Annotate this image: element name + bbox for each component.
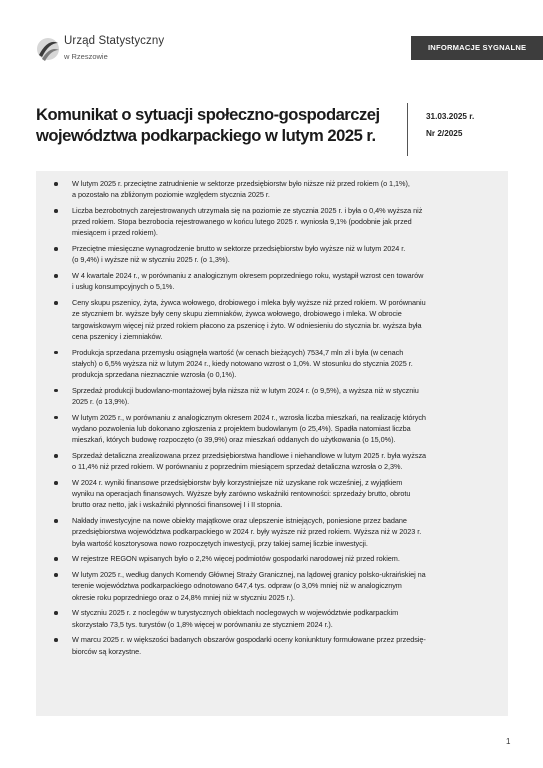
list-item-line: Ceny skupu pszenicy, żyta, żywca wołowego, drobiowego i mleka były wyższe niż przed rokiem. W porównaniu: [72, 298, 426, 308]
logo-name: Urząd Statystyczny: [64, 35, 165, 47]
highlights-list: [36, 171, 508, 657]
page-title: [36, 104, 396, 146]
list-item-line: miesiącem i przed rokiem).: [72, 228, 158, 238]
list-item: [72, 243, 494, 265]
list-item-line: produkcja sprzedana nieznacznie wzrosła (o 0,1%).: [72, 370, 237, 380]
page-number: 1: [506, 737, 511, 746]
bullet-icon: [54, 638, 58, 642]
bullet-icon: [54, 557, 58, 561]
list-item-line: W 2024 r. wyniki finansowe przedsiębiorstw były korzystniejsze niż uzyskane rok wcześniej, z wyjątkiem: [72, 478, 403, 488]
list-item-line: wyniku na operacjach finansowych. Wyższe były zarówno wskaźniki rentowności: sprzedaży brutto, obrotu: [72, 489, 411, 499]
publication-number: Nr 2/2025: [426, 129, 463, 138]
list-item-line: W rejestrze REGON wpisanych było o 2,2% więcej podmiotów gospodarki narodowej niż przed rokiem.: [72, 554, 400, 564]
list-item-line: 2025 r. (o 13,9%).: [72, 397, 130, 407]
bullet-icon: [54, 351, 58, 355]
list-item-line: mieszkań, których budowę rozpoczęto (o 39,9%) oraz mieszkań oddanych do użytkowania (o 15,0%).: [72, 435, 396, 445]
list-item-line: W 4 kwartale 2024 r., w porównaniu z analogicznym okresem poprzedniego roku, wystąpił wzrost cen towarów: [72, 271, 424, 281]
list-item: [72, 477, 494, 511]
highlights-panel: [36, 171, 508, 716]
list-item: [72, 178, 494, 200]
section-banner: INFORMACJE SYGNALNE: [411, 36, 543, 60]
bullet-icon: [54, 182, 58, 186]
list-item-line: okresie roku poprzedniego oraz o 24,8% mniej niż w styczniu 2025 r.).: [72, 592, 295, 602]
list-item: [72, 385, 494, 407]
list-item-line: a pozostało na zbliżonym poziomie względem stycznia 2025 r.: [72, 190, 270, 200]
list-item-line: Sprzedaż detaliczna zrealizowana przez przedsiębiorstwa handlowe i niehandlowe w lutym 2025 r. była wyższa: [72, 451, 427, 461]
list-item: [72, 607, 494, 629]
list-item: [72, 515, 494, 549]
list-item: [72, 297, 494, 342]
logo-subtitle: w Rzeszowie: [64, 52, 108, 61]
bullet-icon: [54, 209, 58, 213]
list-item-line: biorców są korzystne.: [72, 646, 142, 656]
bullet-icon: [54, 389, 58, 393]
list-item: [72, 450, 494, 472]
list-item-line: Produkcja sprzedana przemysłu osiągnęła wartość (w cenach bieżących) 7534,7 mln zł i była (w cenach: [72, 347, 404, 357]
list-item-line: ze styczniem br. wyższe były ceny skupu ziemniaków, żywca wołowego, drobiowego i mleka. W obrocie: [72, 309, 402, 319]
bullet-icon: [54, 274, 58, 278]
list-item-line: brutto oraz netto, jak i wskaźniki płynności finansowej I i II stopnia.: [72, 500, 283, 510]
list-item-line: przed rokiem. Stopa bezrobocia rejestrowanego w końcu lutego 2025 r. wyniosła 9,1% (podobnie jak przed: [72, 217, 412, 227]
list-item-line: cena pszenicy i ziemniaków.: [72, 331, 163, 341]
page-title-line: Komunikat o sytuacji społeczno-gospodarczej: [36, 105, 380, 124]
list-item-line: Sprzedaż produkcji budowlano-montażowej była niższa niż w lutym 2024 r. (o 9,5%), a wyższa niż w styczniu: [72, 385, 419, 395]
list-item-line: była wartość kosztorysowa nowo rozpoczętych inwestycji, przy takiej samej liczbie inwestycji.: [72, 538, 368, 548]
page-title-line: województwa podkarpackiego w lutym 2025 r.: [36, 126, 376, 145]
list-item: [72, 270, 494, 292]
list-item-line: W lutym 2025 r. przeciętne zatrudnienie w sektorze przedsiębiorstw było niższe niż przed rokiem (o 1,1%),: [72, 179, 410, 188]
list-item-line: W marcu 2025 r. w większości badanych obszarów gospodarki oceny koniunktury formułowane przez przedsię-: [72, 635, 426, 645]
list-item-line: i usług konsumpcyjnych o 5,1%.: [72, 282, 175, 292]
list-item-line: W lutym 2025 r., w porównaniu z analogicznym okresem 2024 r., wzrosła liczba mieszkań, na realizację których: [72, 412, 426, 422]
list-item-line: terenie województwa podkarpackiego odnotowano 647,4 tys. odpraw (o 3,0% mniej niż w analogicznym: [72, 581, 402, 591]
list-item-line: przedsiębiorstwa województwa podkarpackiego w 2024 r. były wyższe niż przed rokiem. Wyższa niż w 2023 r.: [72, 527, 422, 537]
bullet-icon: [54, 519, 58, 523]
publication-date: 31.03.2025 r.: [426, 112, 475, 121]
bullet-icon: [54, 454, 58, 458]
list-item-line: (o 9,4%) i wyższe niż w styczniu 2025 r. (o 1,3%).: [72, 255, 230, 265]
bullet-icon: [54, 481, 58, 485]
list-item-line: W lutym 2025 r., według danych Komendy Głównej Straży Granicznej, na lądowej granicy polsko-ukraińskiej na: [72, 570, 426, 580]
list-item: [72, 205, 494, 239]
list-item: [72, 634, 494, 656]
list-item: [72, 347, 494, 381]
list-item: [72, 412, 494, 446]
list-item-line: Nakłady inwestycyjne na nowe obiekty majątkowe oraz ulepszenie istniejących, poniesione przez badane: [72, 516, 407, 526]
gus-logo-icon: [36, 34, 60, 64]
list-item-line: o 11,4% niż przed rokiem. W porównaniu z poprzednim miesiącem sprzedaż detaliczna wzrosła o 2,3%.: [72, 462, 403, 472]
list-item-line: targowiskowym więcej niż przed rokiem płacono za pszenicę i żyto. W odniesieniu do stycznia br. wyższa była: [72, 320, 422, 330]
bullet-icon: [54, 611, 58, 615]
bullet-icon: [54, 416, 58, 420]
bullet-icon: [54, 301, 58, 305]
list-item: [72, 553, 494, 564]
bullet-icon: [54, 247, 58, 251]
list-item-line: stałych) o 6,5% wyższa niż w lutym 2024 r., kiedy notowano wzrost o 1,0%. W stosunku do stycznia 2025 r.: [72, 358, 413, 368]
list-item-line: wydano pozwolenia lub dokonano zgłoszenia z projektem budowlanym (o 25,4%). Spadła natomiast liczba: [72, 424, 411, 434]
list-item: [72, 569, 494, 603]
publication-meta: [426, 108, 474, 142]
list-item-line: Przeciętne miesięczne wynagrodzenie brutto w sektorze przedsiębiorstw było wyższe niż w lutym 2024 r.: [72, 244, 406, 254]
list-item-line: W styczniu 2025 r. z noclegów w turystycznych obiektach noclegowych w województwie podkarpackim: [72, 608, 399, 618]
list-item-line: Liczba bezrobotnych zarejestrowanych utrzymała się na poziomie ze stycznia 2025 r. i była o 0,4% wyższa niż: [72, 206, 423, 215]
bullet-icon: [54, 573, 58, 577]
logo: [36, 34, 196, 68]
title-divider: [407, 103, 408, 156]
list-item-line: skorzystało 73,5 tys. turystów (o 1,8% więcej w porównaniu ze styczniem 2024 r.).: [72, 619, 333, 629]
